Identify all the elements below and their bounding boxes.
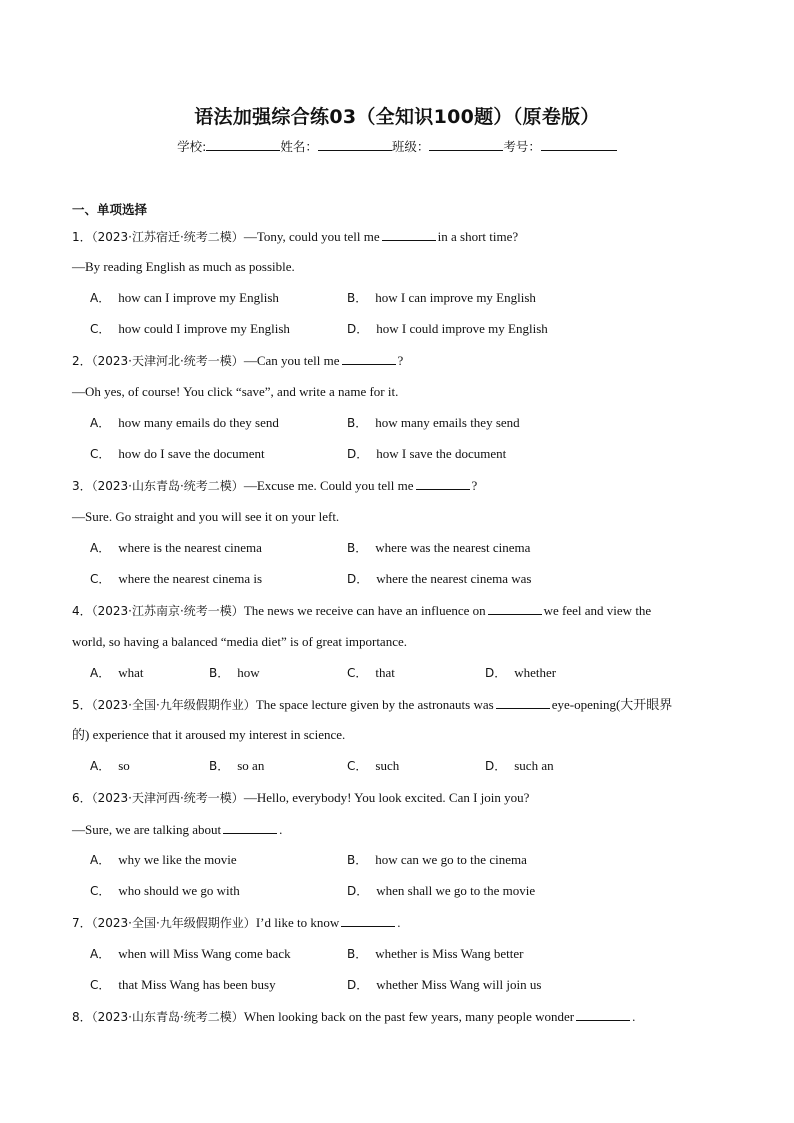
answer-blank [488, 602, 542, 615]
question-text-end: eye-opening(大开眼界 [551, 697, 673, 712]
question-number: 4． [72, 604, 92, 618]
class-blank [429, 138, 503, 151]
answer-blank [496, 696, 550, 709]
question-source: （2023·天津河西·统考一模） [91, 791, 244, 805]
option-c[interactable]: C． that [347, 665, 395, 680]
school-label: 学校: [177, 139, 207, 154]
question-4-line2: world, so having a balanced “media diet” is of great importance. [72, 634, 407, 649]
question-text: —Tony, could you tell me [243, 229, 380, 244]
option-c[interactable]: C． that Miss Wang has been busy [90, 977, 276, 992]
question-source: （2023·江苏宿迁·统考二模） [91, 230, 244, 244]
option-c[interactable]: C． such [347, 758, 400, 773]
option-a[interactable]: A． how can I improve my English [90, 290, 279, 305]
option-c[interactable]: C． where the nearest cinema is [90, 571, 263, 586]
option-c[interactable]: C． how could I improve my English [90, 321, 290, 336]
option-a[interactable]: A． why we like the movie [90, 852, 237, 867]
question-8 [72, 1008, 635, 1025]
question-2 [72, 352, 403, 369]
question-text: —Hello, everybody! You look excited. Can I join you? [243, 790, 530, 805]
option-b[interactable]: B． whether is Miss Wang better [347, 946, 524, 961]
option-c[interactable]: C． who should we go with [90, 883, 240, 898]
option-d[interactable]: D． how I could improve my English [347, 321, 548, 336]
option-a[interactable]: A． what [90, 665, 144, 680]
question-source: （2023·江苏南京·统考一模） [91, 604, 244, 618]
option-d[interactable]: D． such an [485, 758, 554, 773]
option-a[interactable]: A． how many emails do they send [90, 415, 279, 430]
option-b[interactable]: B． how many emails they send [347, 415, 520, 430]
question-text: —Excuse me. Could you tell me [243, 478, 414, 493]
question-text-end: in a short time? [437, 229, 519, 244]
option-d[interactable]: D． when shall we go to the movie [347, 883, 536, 898]
question-3 [72, 477, 477, 494]
page-title: 语法加强综合练03（全知识100题）（原卷版） [194, 106, 600, 128]
student-info-line [0, 137, 794, 155]
question-2-line2: —Oh yes, of course! You click “save”, and write a name for it. [72, 384, 399, 399]
question-text-end: we feel and view the [543, 603, 652, 618]
option-b[interactable]: B． where was the nearest cinema [347, 540, 531, 555]
question-number: 2． [72, 354, 92, 368]
answer-blank [223, 821, 277, 834]
question-text-end: . [632, 1009, 636, 1024]
question-text: The news we receive can have an influence on [243, 603, 486, 618]
option-d[interactable]: D． how I save the document [347, 446, 507, 461]
question-4 [72, 602, 651, 619]
answer-blank [382, 228, 436, 241]
question-5 [72, 696, 672, 713]
option-b[interactable]: B． so an [209, 758, 265, 773]
option-d[interactable]: D． whether [485, 665, 557, 680]
question-7 [72, 914, 400, 931]
class-label: 班级： [391, 139, 430, 154]
question-6-line2: —Sure, we are talking about . [72, 822, 283, 837]
question-text: —Can you tell me [243, 353, 340, 368]
name-label: 姓名： [280, 139, 318, 154]
option-a[interactable]: A． where is the nearest cinema [90, 540, 262, 555]
option-b[interactable]: B． how [209, 665, 260, 680]
option-b[interactable]: B． how I can improve my English [347, 290, 536, 305]
question-number: 6． [72, 791, 92, 805]
option-a[interactable]: A． when will Miss Wang come back [90, 946, 291, 961]
option-d[interactable]: D． whether Miss Wang will join us [347, 977, 542, 992]
question-5-line2: 的) experience that it aroused my interest in science. [72, 727, 346, 742]
section-heading: 一、单项选择 [72, 202, 148, 217]
question-number: 1． [72, 230, 92, 244]
question-text: The space lecture given by the astronauts was [255, 697, 494, 712]
answer-blank [341, 914, 395, 927]
answer-blank [576, 1008, 630, 1021]
question-number: 3． [72, 479, 92, 493]
question-source: （2023·全国·九年级假期作业） [91, 916, 256, 930]
question-1 [72, 228, 518, 245]
exam-no-blank [541, 138, 617, 151]
question-text-end: ? [471, 478, 478, 493]
question-text-end: . [397, 915, 401, 930]
school-blank [206, 138, 280, 151]
question-text-end: ? [397, 353, 404, 368]
question-number: 5． [72, 698, 92, 712]
name-blank [318, 138, 392, 151]
option-a[interactable]: A． so [90, 758, 130, 773]
question-source: （2023·天津河北·统考一模） [91, 354, 244, 368]
question-source: （2023·山东青岛·统考二模） [91, 479, 244, 493]
question-6 [72, 790, 529, 806]
question-number: 8． [72, 1010, 92, 1024]
question-text: When looking back on the past few years, many people wonder [243, 1009, 575, 1024]
question-text: I’d like to know [255, 915, 340, 930]
question-3-line2: —Sure. Go straight and you will see it on your left. [72, 509, 340, 524]
option-c[interactable]: C． how do I save the document [90, 446, 265, 461]
answer-blank [342, 352, 396, 365]
option-b[interactable]: B． how can we go to the cinema [347, 852, 527, 867]
option-d[interactable]: D． where the nearest cinema was [347, 571, 532, 586]
answer-blank [416, 477, 470, 490]
question-source: （2023·山东青岛·统考二模） [91, 1010, 244, 1024]
question-source: （2023·全国·九年级假期作业） [91, 698, 256, 712]
question-number: 7． [72, 916, 92, 930]
exam-no-label: 考号： [503, 139, 541, 154]
question-1-line2: —By reading English as much as possible. [72, 259, 295, 274]
